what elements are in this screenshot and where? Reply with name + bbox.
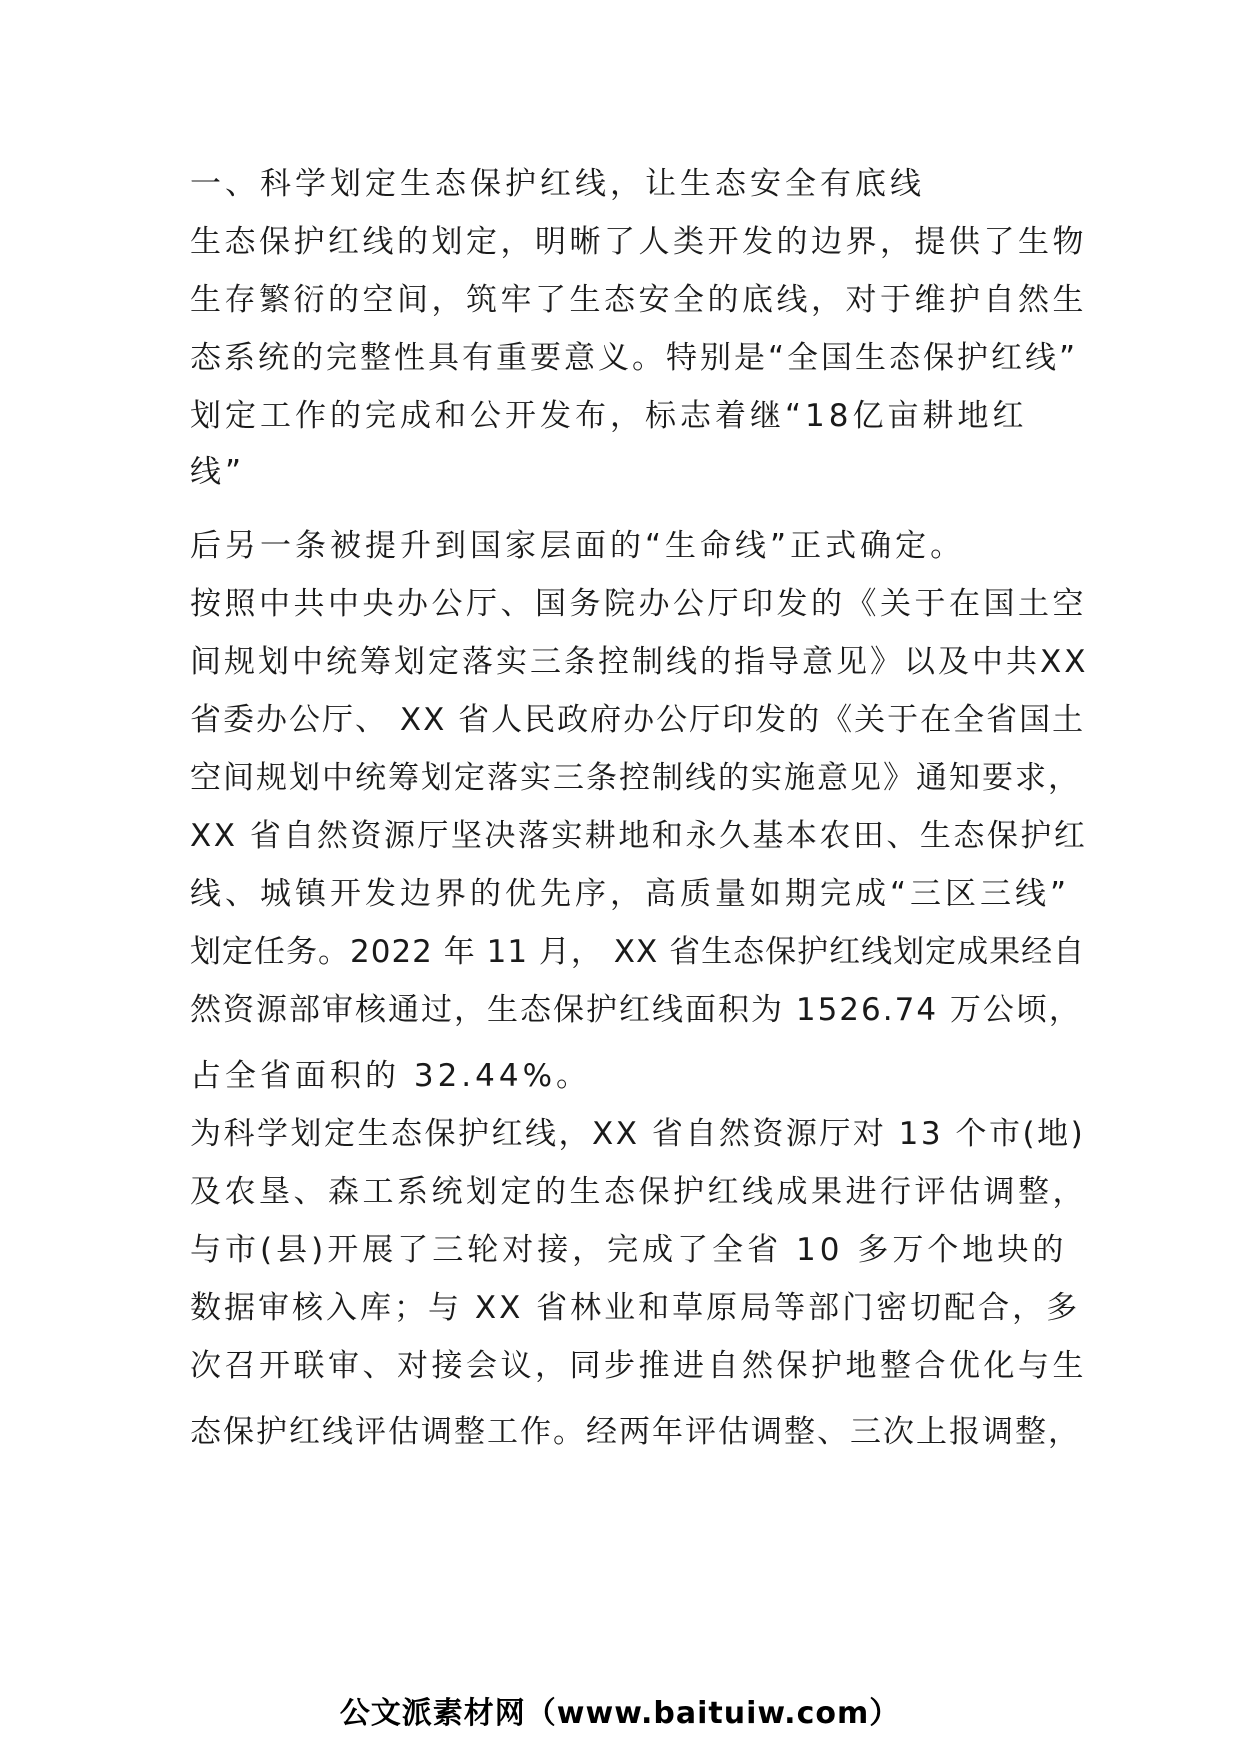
paragraph-line: 生存繁衍的空间，筑牢了生态安全的底线，对于维护自然生 bbox=[190, 282, 1087, 318]
footer-watermark: 公文派素材网（www.baituiw.com） bbox=[339, 1696, 901, 1731]
paragraph-line: 态保护红线评估调整工作。经两年评估调整、三次上报调整， bbox=[190, 1414, 1081, 1450]
paragraph-line: 省委办公厅、 XX 省人民政府办公厅印发的《关于在全省国土 bbox=[190, 702, 1086, 738]
paragraph-line: XX 省自然资源厅坚决落实耕地和永久基本农田、生态保护红 bbox=[190, 818, 1088, 854]
paragraph-line: 划定工作的完成和公开发布，标志着继“18亿亩耕地红 bbox=[190, 398, 1028, 434]
paragraph-line: 生态保护红线的划定，明晰了人类开发的边界，提供了生物 bbox=[190, 224, 1087, 260]
paragraph-line: 后另一条被提升到国家层面的“生命线”正式确定。 bbox=[190, 528, 966, 564]
paragraph-line: 然资源部审核通过，生态保护红线面积为 1526.74 万公顷， bbox=[190, 992, 1082, 1028]
paragraph-line: 与市(县)开展了三轮对接，完成了全省 10 多万个地块的 bbox=[190, 1232, 1068, 1268]
paragraph-line: 间规划中统筹划定落实三条控制线的指导意见》以及中共XX bbox=[190, 644, 1089, 680]
paragraph-line: 及农垦、森工系统划定的生态保护红线成果进行评估调整， bbox=[190, 1174, 1087, 1210]
paragraph-line: 次召开联审、对接会议，同步推进自然保护地整合优化与生 bbox=[190, 1348, 1087, 1384]
paragraph-line: 占全省面积的 32.44%。 bbox=[190, 1058, 592, 1094]
paragraph-line: 线” bbox=[190, 454, 246, 490]
paragraph-line: 态系统的完整性具有重要意义。特别是“全国生态保护红线” bbox=[190, 340, 1079, 376]
paragraph-line: 线、城镇开发边界的优先序，高质量如期完成“三区三线” bbox=[190, 876, 1071, 912]
paragraph-line: 数据审核入库；与 XX 省林业和草原局等部门密切配合，多 bbox=[190, 1290, 1081, 1326]
paragraph-line: 空间规划中统筹划定落实三条控制线的实施意见》通知要求， bbox=[190, 760, 1081, 796]
paragraph-line: 为科学划定生态保护红线，XX 省自然资源厅对 13 个市(地) bbox=[190, 1116, 1086, 1152]
section-heading: 一、科学划定生态保护红线，让生态安全有底线 bbox=[190, 166, 925, 202]
paragraph-line: 按照中共中央办公厅、国务院办公厅印发的《关于在国土空 bbox=[190, 586, 1087, 622]
paragraph-line: 划定任务。2022 年 11 月， XX 省生态保护红线划定成果经自 bbox=[190, 934, 1086, 970]
